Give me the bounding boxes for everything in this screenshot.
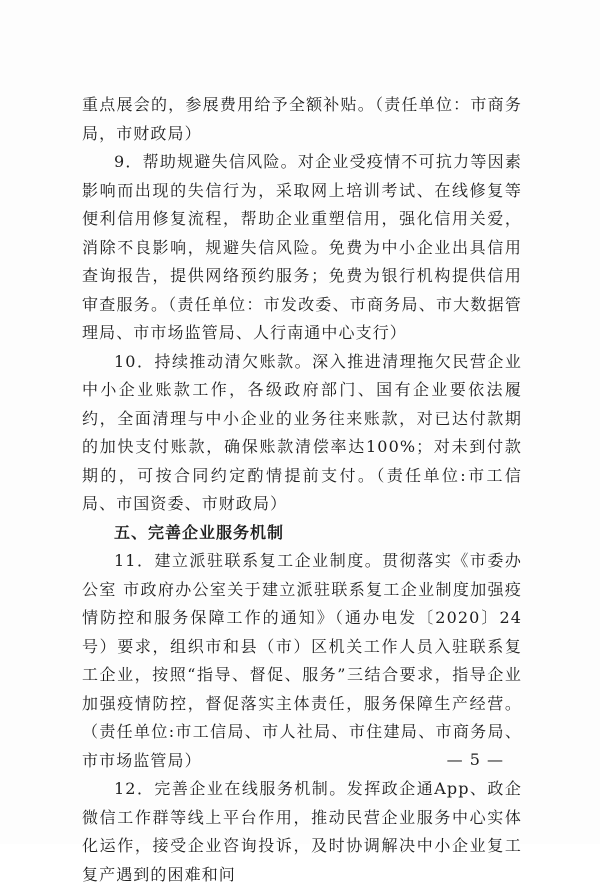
page-number: — 5 — xyxy=(446,750,504,769)
document-body xyxy=(82,91,522,889)
section-heading-5: 五、完善企业服务机制 xyxy=(114,522,285,542)
paragraph-item-10: 10．持续推动清欠账款。深入推进清理拖欠民营企业中小企业账款工作，各级政府部门、国有企业要依法履约，全面清理与中小企业的业务往来账款，对已达付款期的加快支付账款，确保账款清偿率达100%；对未到付款期的，可按合同约定酌情提前支付。（责任单位:市工信局、市国资委、市财政局） xyxy=(82,351,522,513)
paragraph-item-12: 12．完善企业在线服务机制。发挥政企通App、政企微信工作群等线上平台作用，推动民营企业服务中心实体化运作，接受企业咨询投诉，及时协调解决中小企业复工复产遇到的困难和问 xyxy=(82,779,522,884)
paragraph-item-9: 9．帮助规避失信风险。对企业受疫情不可抗力等因素影响而出现的失信行为，采取网上培训考试、在线修复等便利信用修复流程，帮助企业重塑信用，强化信用关爱，消除不良影响，规避失信风险。免费为中小企业出具信用查询报告，提供网络预约服务；免费为银行机构提供信用审查服务。（责任单位：市发改委、市商务局、市大数据管理局、市市场监管局、人行南通中心支行） xyxy=(82,152,522,342)
paragraph-continuation: 重点展会的，参展费用给予全额补贴。（责任单位：市商务局，市财政局） xyxy=(82,95,522,143)
paragraph-item-11: 11．建立派驻联系复工企业制度。贯彻落实《市委办公室 市政府办公室关于建立派驻联系复工企业制度加强疫情防控和服务保障工作的通知》（通办电发〔2020〕24号）要求，组织市和县（市）区机关工作人员入驻联系复工企业，按照“指导、督促、服务”三结合要求，指导企业加强疫情防控，督促落实主体责任，服务保障生产经营。（责任单位:市工信局、市人社局、市住建局、市商务局、市市场监管局） xyxy=(82,551,522,770)
